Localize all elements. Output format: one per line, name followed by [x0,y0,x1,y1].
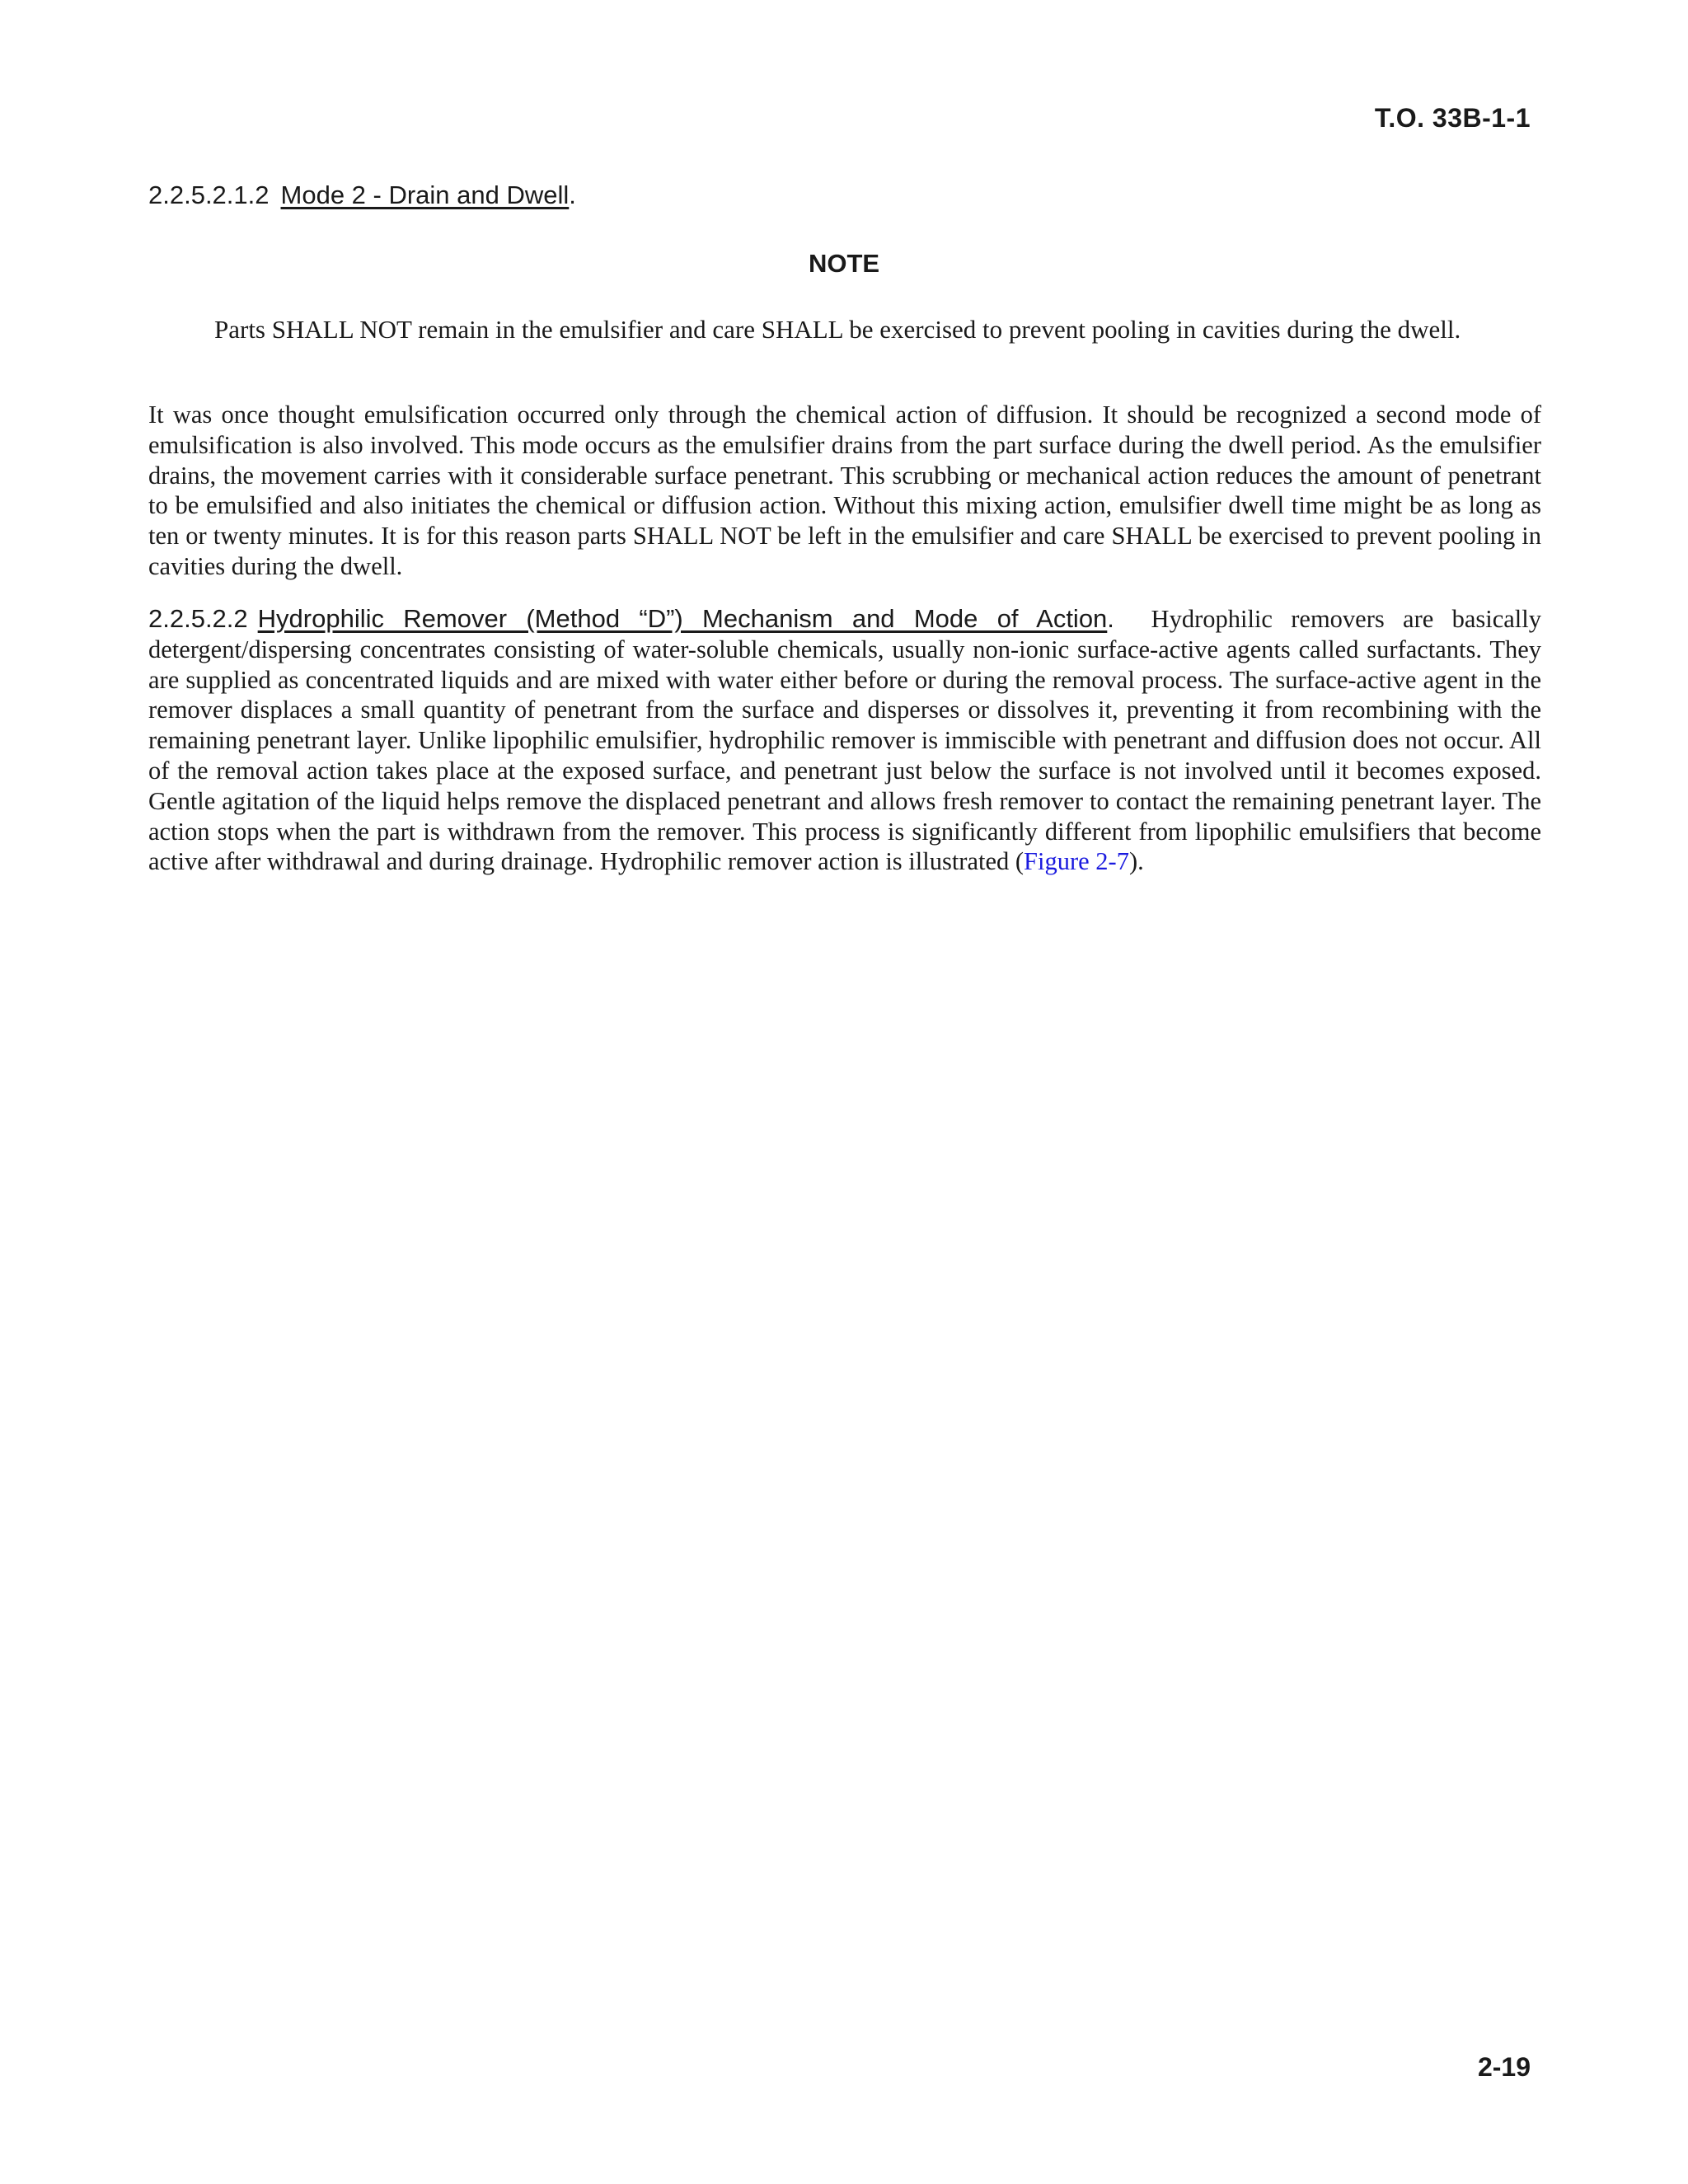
paragraph-emulsification: It was once thought emulsification occurred only through the chemical action of diffusion. It should be recognized a second mode of emulsification is also involved. This mode occurs as the emulsifier drains from the part surface during the dwell period. As the emulsifier drains, the movement carries with it considerable surface penetrant. This scrubbing or mechanical action reduces the amount of penetrant to be emulsified and also initiates the chemical or diffusion action. Without this mixing action, emulsifier dwell time might be as long as ten or twenty minutes. It is for this reason parts SHALL NOT be left in the emulsifier and care SHALL be exercised to prevent pooling in cavities during the dwell. [148,401,1541,580]
section-heading-mode-2 [148,179,1541,212]
document-id: T.O. 33B-1-1 [1374,103,1531,133]
page-number: 2-19 [1477,2052,1531,2082]
figure-link[interactable]: Figure 2-7 [1024,847,1129,876]
paragraph-hydrophilic-remover [148,604,1541,877]
section-heading-hydrophilic [148,604,1114,633]
section-title: Hydrophilic Remover (Method “D”) Mechanism and Mode of Action [257,604,1108,633]
note-title: NOTE [808,249,880,278]
paragraph-body-end: ). [1128,847,1144,876]
section-title-suffix: . [569,180,576,209]
section-title: Mode 2 - Drain and Dwell [280,180,570,209]
section-title-suffix: . [1107,604,1114,633]
paragraph-body: Hydrophilic removers are basically detergent/dispersing concentrates consisting of water-soluble chemicals, usually non-ionic surface-active agents called surfactants. They are supplied as concentrated liquids and are mixed with water either before or during the removal process. The surface-active agent in the remover displaces a small quantity of penetrant from the surface and disperses or dissolves it, preventing it from recombining with the remaining penetrant layer. Unlike lipophilic emulsifier, hydrophilic remover is immiscible with penetrant and diffusion does not occur. All of the removal action takes place at the exposed surface, and penetrant just below the surface is not involved until it becomes exposed. Gentle agitation of the liquid helps remove the displaced penetrant and allows fresh remover to contact the remaining penetrant layer. The action stops when the part is withdrawn from the remover. This process is significantly different from lipophilic emulsifiers that become active after withdrawal and during drainage. Hydrophilic remover action is illustrated ( [148,605,1541,876]
section-number: 2.2.5.2.1.2 [148,180,270,209]
note-text: Parts SHALL NOT remain in the emulsifier and care SHALL be exercised to prevent pooling in cavities during the dwell. [214,315,1461,344]
section-number: 2.2.5.2.2 [148,604,248,633]
